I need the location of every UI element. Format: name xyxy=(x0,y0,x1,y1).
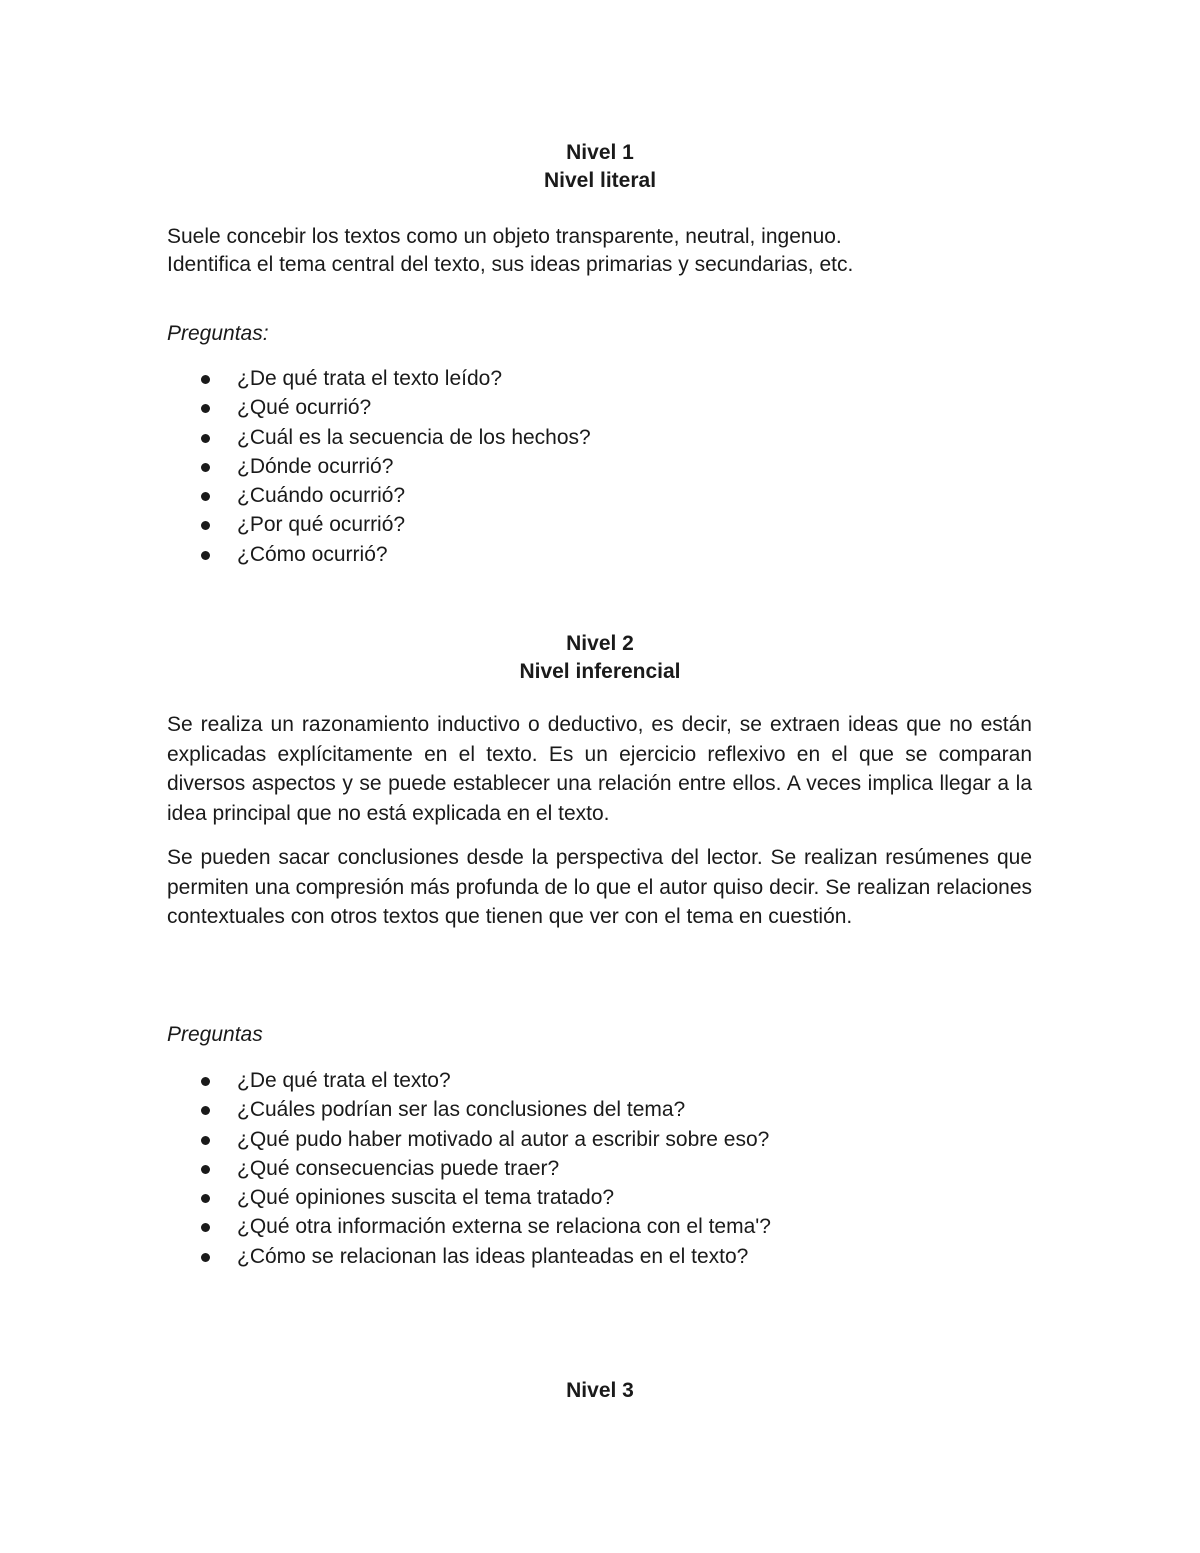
list-item: ¿De qué trata el texto leído? xyxy=(0,364,591,393)
list-item: ¿Por qué ocurrió? xyxy=(0,510,591,539)
section-2-title: Nivel inferencial xyxy=(519,660,681,683)
section-2-questions-label: Preguntas xyxy=(167,1023,263,1046)
bullet-icon xyxy=(201,1165,210,1174)
list-item: ¿Cómo ocurrió? xyxy=(0,540,591,569)
bullet-icon xyxy=(201,375,210,384)
section-2-paragraph-1: Se realiza un razonamiento inductivo o deductivo, es decir, se extraen ideas que no están explicadas explícitamente en el texto. Es un ejercicio reflexivo en el que se comparan diversos aspectos y se puede establecer una relación entre ellos. A veces implica llegar a la idea principal que no está explicada en el texto. xyxy=(167,713,1032,825)
bullet-icon xyxy=(201,1106,210,1115)
bullet-icon xyxy=(201,521,210,530)
section-2-question-list xyxy=(0,1066,771,1271)
section-2-paragraph-2: Se pueden sacar conclusiones desde la perspectiva del lector. Se realizan resúmenes que permiten una compresión más profunda de lo que el autor quiso decir. Se realizan relaciones contextuales con otros textos que tienen que ver con el tema en cuestión. xyxy=(167,846,1032,928)
list-item: ¿Qué ocurrió? xyxy=(0,393,591,422)
section-1-intro-line-1: Suele concebir los textos como un objeto transparente, neutral, ingenuo. xyxy=(167,225,842,248)
list-item: ¿Cómo se relacionan las ideas planteadas en el texto? xyxy=(0,1242,771,1271)
bullet-icon xyxy=(201,1223,210,1232)
bullet-icon xyxy=(201,1253,210,1262)
section-1-title: Nivel literal xyxy=(543,169,657,192)
list-item: ¿Qué pudo haber motivado al autor a escribir sobre eso? xyxy=(0,1125,771,1154)
list-item: ¿Cuándo ocurrió? xyxy=(0,481,591,510)
section-1-question-list xyxy=(0,364,591,569)
list-item: ¿De qué trata el texto? xyxy=(0,1066,771,1095)
list-item: ¿Qué consecuencias puede traer? xyxy=(0,1154,771,1183)
section-2-level-heading: Nivel 2 xyxy=(566,632,634,655)
bullet-icon xyxy=(201,463,210,472)
bullet-icon xyxy=(201,492,210,501)
bullet-icon xyxy=(201,1077,210,1086)
bullet-icon xyxy=(201,434,210,443)
list-item: ¿Qué otra información externa se relaciona con el tema'? xyxy=(0,1212,771,1241)
section-1-questions-label: Preguntas: xyxy=(167,322,269,345)
section-1-intro-line-2: Identifica el tema central del texto, sus ideas primarias y secundarias, etc. xyxy=(167,253,854,276)
list-item: ¿Cuál es la secuencia de los hechos? xyxy=(0,423,591,452)
section-3-level-heading: Nivel 3 xyxy=(566,1379,634,1402)
bullet-icon xyxy=(201,1194,210,1203)
list-item: ¿Qué opiniones suscita el tema tratado? xyxy=(0,1183,771,1212)
section-1-level-heading: Nivel 1 xyxy=(566,141,634,164)
list-item: ¿Cuáles podrían ser las conclusiones del tema? xyxy=(0,1095,771,1124)
bullet-icon xyxy=(201,551,210,560)
bullet-icon xyxy=(201,1136,210,1145)
list-item: ¿Dónde ocurrió? xyxy=(0,452,591,481)
bullet-icon xyxy=(201,404,210,413)
